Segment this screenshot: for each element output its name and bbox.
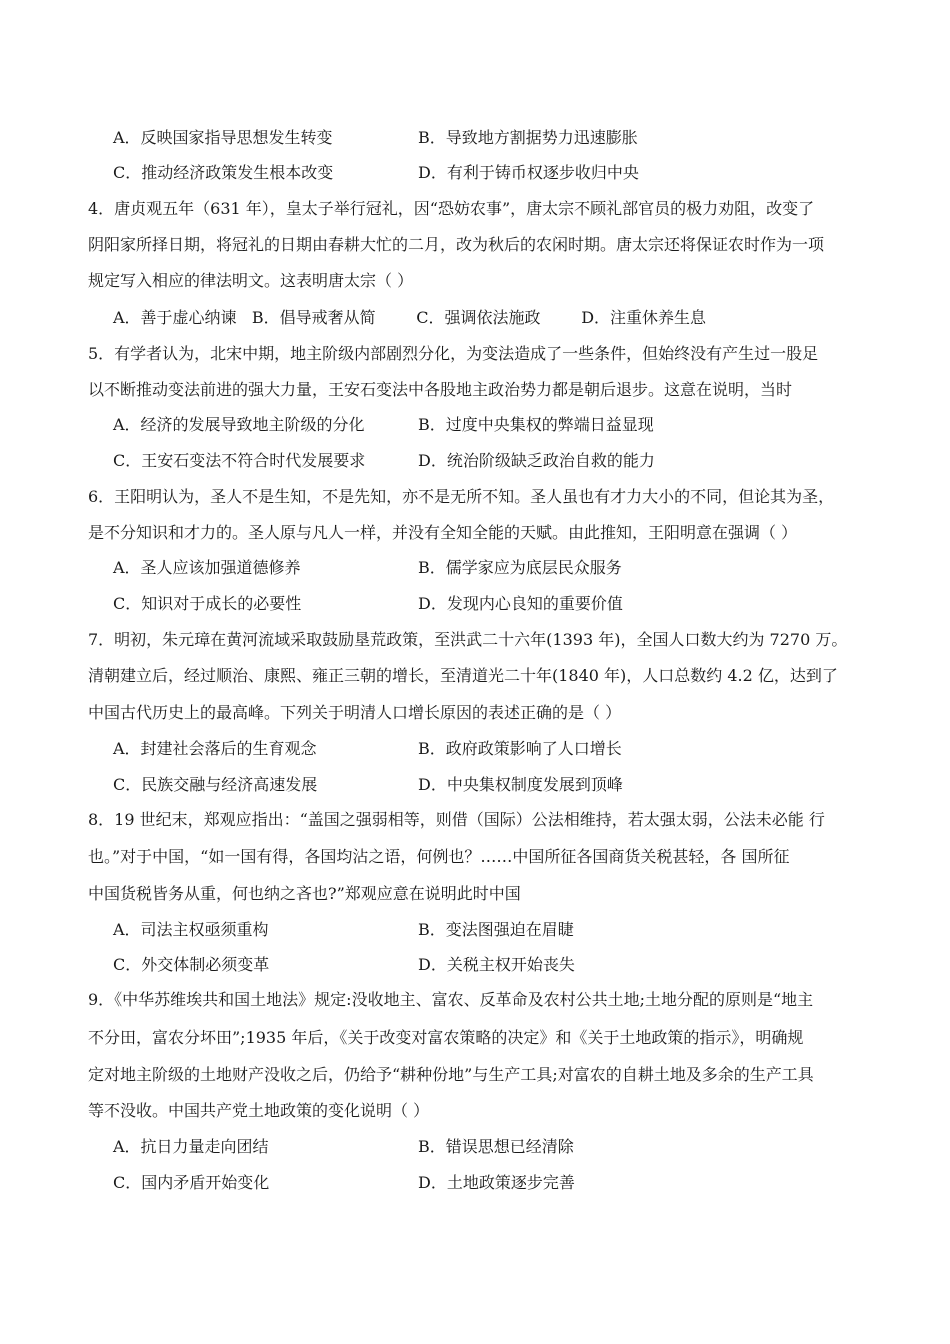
q5-option-b[interactable]: B．过度中央集权的弊端日益显现 xyxy=(418,415,654,434)
q3-option-a[interactable]: A．反映国家指导思想发生转变 xyxy=(113,128,333,147)
q3-option-c[interactable]: C．推动经济政策发生根本改变 xyxy=(113,163,334,182)
q7-option-a[interactable]: A．封建社会落后的生育观念 xyxy=(113,739,317,758)
q7-stem-line: 7．明初，朱元璋在黄河流域采取鼓励垦荒政策，至洪武二十六年(1393 年)，全国人口数大约为 7270 万。 xyxy=(88,630,848,649)
q3-option-b[interactable]: B．导致地方割据势力迅速膨胀 xyxy=(418,128,638,147)
q6-option-b[interactable]: B．儒学家应为底层民众服务 xyxy=(418,558,622,577)
q8-option-b[interactable]: B．变法图强迫在眉睫 xyxy=(418,920,574,939)
q8-stem-line: 也。”对于中国，“如一国有得，各国均沾之语，何例也？……中国所征各国商货关税甚轻，各 国所征 xyxy=(88,847,790,866)
q7-option-d[interactable]: D．中央集权制度发展到顶峰 xyxy=(418,775,623,794)
q5-stem-line: 以不断推动变法前进的强大力量，王安石变法中各股地主政治势力都是朝后退步。这意在说明，当时 xyxy=(88,380,793,399)
q6-option-c[interactable]: C．知识对于成长的必要性 xyxy=(113,594,302,613)
q4-stem-line: 规定写入相应的律法明文。这表明唐太宗（ ） xyxy=(88,271,414,290)
q8-stem-line: 8．19 世纪末，郑观应指出：“盖国之强弱相等，则借（国际）公法相维持，若太强太弱，公法未必能 行 xyxy=(88,810,825,829)
q9-stem-line: 不分田，富农分坏田”;1935 年后，《关于改变对富农策略的决定》和《关于土地政策的指示》，明确规 xyxy=(88,1028,804,1047)
q8-option-d[interactable]: D．关税主权开始丧失 xyxy=(418,955,575,974)
q8-option-a[interactable]: A．司法主权亟须重构 xyxy=(113,920,269,939)
q7-stem-line: 清朝建立后，经过顺治、康熙、雍正三朝的增长，至清道光二十年(1840 年)，人口总数约 4.2 亿，达到了 xyxy=(88,666,838,685)
q8-option-c[interactable]: C．外交体制必须变革 xyxy=(113,955,270,974)
q5-option-c[interactable]: C．王安石变法不符合时代发展要求 xyxy=(113,451,366,470)
q6-option-d[interactable]: D．发现内心良知的重要价值 xyxy=(418,594,623,613)
q7-option-b[interactable]: B．政府政策影响了人口增长 xyxy=(418,739,622,758)
q6-option-a[interactable]: A．圣人应该加强道德修养 xyxy=(113,558,301,577)
q9-option-b[interactable]: B．错误思想已经清除 xyxy=(418,1137,574,1156)
q5-option-d[interactable]: D．统治阶级缺乏政治自救的能力 xyxy=(418,451,655,470)
q5-option-a[interactable]: A．经济的发展导致地主阶级的分化 xyxy=(113,415,365,434)
q4-stem-line: 4．唐贞观五年（631 年），皇太子举行冠礼，因“恐妨农事”，唐太宗不顾礼部官员的极力劝阻，改变了 xyxy=(88,199,815,218)
q7-option-c[interactable]: C．民族交融与经济高速发展 xyxy=(113,775,318,794)
q9-stem-line: 等不没收。中国共产党土地政策的变化说明（ ） xyxy=(88,1101,430,1120)
q6-stem-line: 是不分知识和才力的。圣人原与凡人一样，并没有全知全能的天赋。由此推知，王阳明意在强调（ ） xyxy=(88,523,798,542)
q4-options[interactable]: A．善于虚心纳谏 B．倡导戒奢从简 C．强调依法施政 D．注重休养生息 xyxy=(113,308,707,327)
q9-option-c[interactable]: C．国内矛盾开始变化 xyxy=(113,1173,270,1192)
q3-option-d[interactable]: D．有利于铸币权逐步收归中央 xyxy=(418,163,639,182)
q5-stem-line: 5．有学者认为，北宋中期，地主阶级内部剧烈分化，为变法造成了一些条件，但始终没有产生过一股足 xyxy=(88,344,819,363)
q6-stem-line: 6．王阳明认为，圣人不是生知，不是先知，亦不是无所不知。圣人虽也有才力大小的不同，但论其为圣， xyxy=(88,487,835,506)
q7-stem-line: 中国古代历史上的最高峰。下列关于明清人口增长原因的表述正确的是（ ） xyxy=(88,703,622,722)
q9-stem-line: 定对地主阶级的土地财产没收之后，仍给予“耕种份地”与生产工具;对富农的自耕土地及多余的生产工具 xyxy=(88,1065,814,1084)
q9-stem-line: 9．《中华苏维埃共和国土地法》规定:没收地主、富农、反革命及农村公共土地;土地分配的原则是“地主 xyxy=(88,990,814,1009)
q8-stem-line: 中国货税皆务从重，何也纳之吝也?”郑观应意在说明此时中国 xyxy=(88,884,521,903)
q9-option-d[interactable]: D．土地政策逐步完善 xyxy=(418,1173,575,1192)
q4-stem-line: 阴阳家所择日期，将冠礼的日期由春耕大忙的二月，改为秋后的农闲时期。唐太宗还将保证农时作为一项 xyxy=(88,235,825,254)
q9-option-a[interactable]: A．抗日力量走向团结 xyxy=(113,1137,269,1156)
